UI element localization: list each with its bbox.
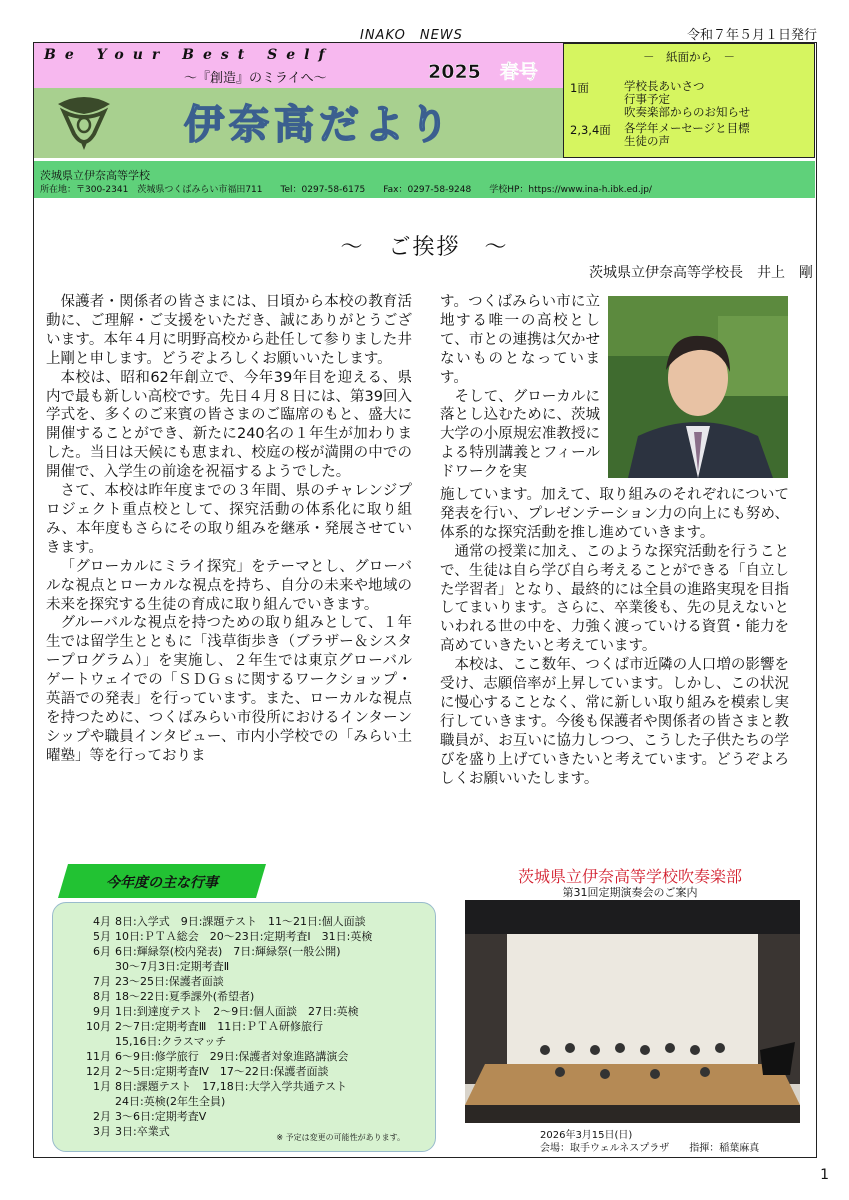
event-row bbox=[53, 958, 433, 973]
event-row bbox=[53, 988, 433, 1003]
event-text: 23～25日:保護者面談 bbox=[115, 975, 224, 988]
toc-item: 行事予定 bbox=[624, 92, 670, 106]
greeting-paragraph: 保護者・関係者の皆さまには、日頃から本校の教育活動に、ご理解・ご支援をいただき、誠にありがとうございます。本年４月に明野高校から赴任して参りました井上剛と申します。どうぞよろしくお願いいたします。 bbox=[46, 294, 412, 367]
greeting-right-top-column bbox=[440, 293, 600, 482]
event-month: 1月 bbox=[93, 1080, 111, 1093]
event-text: 10日:ＰＴＡ総会 20～23日:定期考査Ⅰ 31日:英検 bbox=[115, 930, 373, 943]
top-line bbox=[0, 24, 849, 42]
principal-photo bbox=[608, 296, 788, 478]
event-month: 5月 bbox=[93, 930, 111, 943]
event-text: 18～22日:夏季課外(希望者) bbox=[115, 990, 255, 1003]
event-text: 8日:入学式 9日:課題テスト 11～21日:個人面談 bbox=[115, 915, 366, 928]
event-month: 6月 bbox=[93, 945, 111, 958]
event-row bbox=[53, 1048, 433, 1063]
event-month: 10月 bbox=[86, 1020, 111, 1033]
event-row bbox=[53, 943, 433, 958]
toc-item: 学校長あいさつ bbox=[624, 79, 705, 93]
publication-date: 令和７年５月１日発行 bbox=[686, 28, 817, 43]
event-row bbox=[53, 973, 433, 988]
greeting-paragraph: グルーバルな視点を持つための取り組みとして、１年生では留学生とともに「浅草街歩き（ブラザー＆シスタープログラム）」を実施し、２年生では東京グローバルゲートウェイでの「ＳＤＧｓに関するワークショップ・英語での発表」を行っています。また、ローカルな視点を持つために、つくばみらい市役所におけるインターンシップや職員インタビュー、市内小学校での「みらい土曜塾」等を行っておりま bbox=[46, 615, 412, 764]
toc-row bbox=[570, 79, 751, 119]
event-text: 3～6日:定期考査Ⅴ bbox=[115, 1110, 207, 1123]
event-row bbox=[53, 1003, 433, 1018]
event-month: 9月 bbox=[93, 1005, 111, 1018]
event-text: 2～7日:定期考査Ⅲ 11日:ＰＴＡ研修旅行 bbox=[115, 1020, 323, 1033]
toc-item: 各学年メーセージと目標 bbox=[624, 121, 750, 135]
toc-item: 生徒の声 bbox=[624, 134, 670, 148]
event-row bbox=[53, 1018, 433, 1033]
events-list bbox=[52, 902, 436, 1152]
toc-page: 2,3,4面 bbox=[570, 123, 611, 137]
event-month: 12月 bbox=[86, 1065, 111, 1078]
newsletter-name: INAKO NEWS bbox=[360, 28, 463, 43]
event-row bbox=[53, 1078, 433, 1093]
greeting-paragraph: そして、グローカルに落とし込むために、茨城大学の小原規宏准教授による特別講義とフィールドワークを実 bbox=[440, 388, 600, 481]
greeting-author: 茨城県立伊奈高等学校長 井上 剛 bbox=[589, 265, 813, 281]
event-month: 4月 bbox=[93, 915, 111, 928]
greeting-paragraph: す。つくばみらい市に立地する唯一の高校として、市との連携は欠かせないものとなっています。 bbox=[440, 294, 600, 386]
band-subtitle: 第31回定期演奏会のご案内 bbox=[562, 886, 698, 899]
greeting-paragraph: 「グローカルにミライ探究」をテーマとし、グローバルな視点とローカルな視点を持ち、自分の未来や地域の未来を探究する生徒の育成に取り組んでいきます。 bbox=[46, 558, 412, 613]
greeting-paragraph: 本校は、昭和62年創立で、今年39年目を迎える、県内で最も新しい高校です。先日４月８日には、第39回入学式を、多くのご来賓の皆さまのご臨席のもと、盛大に開催することができ、新たに240名の１年生が加わりました。当日は天候にも恵まれ、校庭の桜が満開の中での開催で、入学生の前途を祝福するようでした。 bbox=[46, 369, 412, 481]
greeting-paragraph: 施しています。加えて、取り組みのそれぞれについて発表を行い、プレゼンテーション力の向上にも努め、体系的な探究活動を推し進めていきます。 bbox=[440, 487, 789, 541]
motto-banner bbox=[34, 43, 563, 88]
issue-label: 2025 春号 bbox=[428, 61, 538, 83]
event-text: 2～5日:定期考査Ⅳ 17～22日:保護者面談 bbox=[115, 1065, 329, 1078]
event-month: 11月 bbox=[86, 1050, 111, 1063]
event-row bbox=[53, 928, 433, 943]
event-text: 6日:輝緑祭(校内発表) 7日:輝緑祭(一般公開) bbox=[115, 945, 341, 958]
events-banner bbox=[58, 864, 266, 898]
greeting-paragraph: 通常の授業に加え、このような探究活動を行うことで、生徒は自ら学び自ら考えることができる「自立した学習者」となり、最終的には全員の進路実現を目指してまいります。さらに、卒業後も、先の見えないといわれる世の中を、力強く渡っていける資質・能力を高めていきたいと考えています。 bbox=[440, 543, 789, 655]
concert-photo bbox=[465, 900, 800, 1123]
event-text: 1日:到達度テスト 2～9日:個人面談 27日:英検 bbox=[115, 1005, 359, 1018]
event-text: 15,16日:クラスマッチ bbox=[115, 1035, 227, 1048]
event-text: 24日:英検(2年生全員) bbox=[115, 1095, 226, 1108]
newsletter-title: 伊奈高だより bbox=[184, 102, 454, 148]
event-row bbox=[53, 1063, 433, 1078]
school-info-bar bbox=[34, 161, 815, 198]
greeting-paragraph: 本校は、ここ数年、つくば市近隣の人口増の影響を受け、志願倍率が上昇しています。しかし、この状況に慢心することなく、常に新しい取り組みを模索し実行していきます。今後も保護者や関係者の皆さまと教職員が、お互いに協力しつつ、こうした子供たちの学びを盛り上げていきたいと考えています。どうぞよろしくお願いいたします。 bbox=[440, 657, 789, 787]
events-note: ※ 予定は変更の可能性があります。 bbox=[276, 1133, 405, 1142]
event-row bbox=[53, 913, 433, 928]
event-text: 30～7月3日:定期考査Ⅱ bbox=[115, 960, 230, 973]
greeting-title: ～ ご挨拶 ～ bbox=[340, 235, 509, 260]
event-month: 2月 bbox=[93, 1110, 111, 1123]
school-emblem-icon bbox=[54, 94, 114, 152]
concert-date: 2026年3月15日(日) bbox=[540, 1130, 633, 1141]
event-text: 6～9日:修学旅行 29日:保護者対象進路講演会 bbox=[115, 1050, 349, 1063]
motto: Be Your Best Self bbox=[44, 47, 334, 63]
toc-item: 吹奏楽部からのお知らせ bbox=[624, 105, 751, 119]
event-month: 7月 bbox=[93, 975, 111, 988]
event-row bbox=[53, 1033, 433, 1048]
greeting-left-column bbox=[46, 293, 412, 766]
title-banner bbox=[34, 88, 563, 158]
event-month: 8月 bbox=[93, 990, 111, 1003]
toc-page: 1面 bbox=[570, 81, 589, 95]
motto-subtitle: ～『創造』のミライへ～ bbox=[184, 71, 327, 86]
table-of-contents bbox=[563, 43, 815, 158]
greeting-right-bottom-column bbox=[440, 486, 789, 789]
event-month: 3月 bbox=[93, 1125, 111, 1138]
event-text: 3日:卒業式 bbox=[115, 1125, 170, 1138]
toc-heading: － 紙面から － bbox=[643, 50, 735, 64]
event-text: 8日:課題テスト 17,18日:大学入学共通テスト bbox=[115, 1080, 348, 1093]
band-title: 茨城県立伊奈高等学校吹奏楽部 bbox=[517, 867, 742, 886]
concert-venue: 会場：取手ウェルネスプラザ 指揮：稲葉麻真 bbox=[540, 1143, 760, 1154]
school-address: 所在地：〒300-2341 茨城県つくばみらい市福田711 Tel：0297-58-6175 Fax：0297-58-9248 学校HP：https://www.ina-h.ibk.ed.jp/ bbox=[40, 185, 652, 195]
greeting-paragraph: さて、本校は昨年度までの３年間、県のチャレンジプロジェクト重点校として、探究活動の体系化に取り組み、本年度もさらにその取り組みを継承・発展させていきます。 bbox=[46, 483, 412, 556]
events-banner-label: 今年度の主な行事 bbox=[106, 875, 218, 891]
school-name: 茨城県立伊奈高等学校 bbox=[40, 169, 150, 182]
page-number: 1 bbox=[820, 1167, 829, 1183]
event-row bbox=[53, 1108, 433, 1123]
toc-row bbox=[570, 121, 750, 148]
event-row bbox=[53, 1093, 433, 1108]
